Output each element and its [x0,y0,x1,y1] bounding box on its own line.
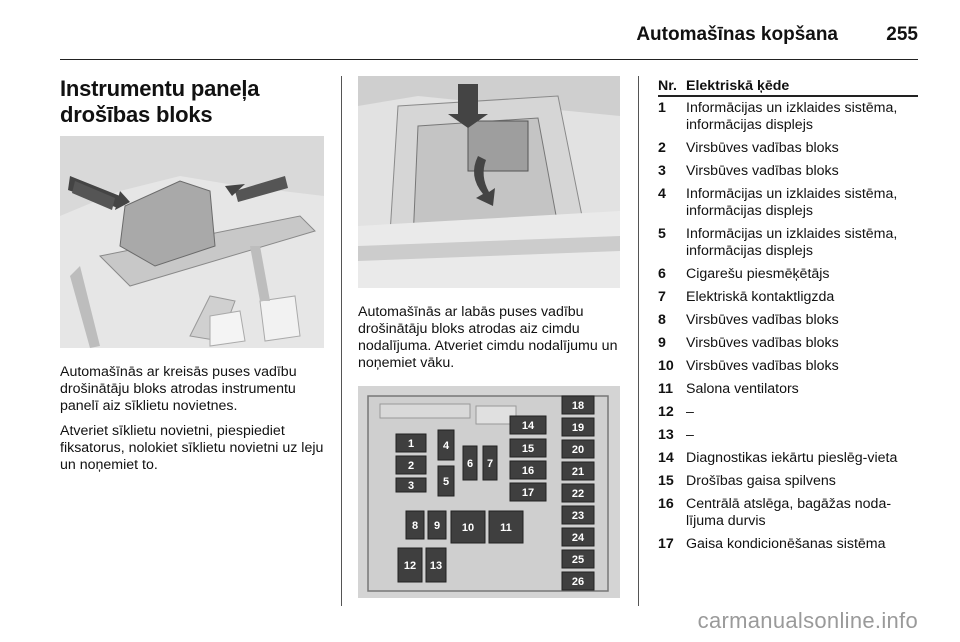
column-left [60,76,324,596]
table-row [658,493,918,533]
fuse-label: 23 [571,510,585,522]
column-divider [341,76,342,606]
fuse-label: 12 [403,560,417,572]
column-middle [358,76,620,606]
fuse-number: 8 [658,312,666,328]
table-row [658,309,918,332]
fuse-number: 11 [658,381,673,397]
fuse-label: 16 [521,465,535,477]
fuse-label: 13 [429,560,443,572]
fuse-number: 1 [658,100,666,116]
circuit-description: Virsbūves vadības bloks [686,358,839,374]
fuse-label: 19 [571,422,585,434]
fuse-number: 3 [658,163,666,179]
fuse-label: 8 [411,520,419,532]
fuse-label: 3 [407,480,415,492]
table-row [658,223,918,263]
glovebox-illustration-rhd [358,76,620,288]
fuse-number: 2 [658,140,666,156]
header-circuit: Elektriskā ķēde [686,76,918,96]
page-header [60,16,918,60]
paragraph: Automašīnās ar labās puses vadību drošinātāju bloks atrodas aiz cimdu nodalījuma. Atveriet cimdu nodalījumu un noņemiet vāku. [358,304,618,371]
glovebox-illustration-lhd [60,136,324,348]
fuse-label: 2 [407,460,415,472]
fuse-number: 7 [658,289,666,305]
circuit-description: Drošības gaisa spilvens [686,473,836,489]
circuit-description: Elektriskā kontaktligzda [686,289,835,305]
fuse-label: 1 [407,438,415,450]
fuse-label: 9 [433,520,441,532]
table-row [658,447,918,470]
circuit-description: Virsbūves vadības bloks [686,335,839,351]
page-heading [60,76,324,128]
circuit-description: Virsbūves vadības bloks [686,140,839,156]
circuit-description: – [686,404,694,420]
table-row [658,96,918,137]
heading-line-1: Instrumentu paneļa [60,76,260,101]
fuse-label: 15 [521,443,535,455]
paragraph: Atveriet sīklietu novietni, piespiediet fiksatorus, nolokiet sīklietu novietni uz leju un noņemiet to. [60,423,324,473]
table-row [658,263,918,286]
fuse-label: 7 [486,458,494,470]
table-row [658,533,918,556]
circuit-description: Informācijas un izklaides sistēma, informācijas displejs [686,186,898,219]
circuit-description: Gaisa kondicionēšanas sistēma [686,536,886,552]
circuit-description: Informācijas un izklaides sistēma, informācijas displejs [686,100,898,133]
fuse-number: 10 [658,358,674,374]
table-row [658,332,918,355]
circuit-description: Virsbūves vadības bloks [686,163,839,179]
circuit-description: – [686,427,694,443]
table-row [658,137,918,160]
table-row [658,424,918,447]
fuse-number: 9 [658,335,666,351]
paragraph: Automašīnās ar kreisās puses vadību drošinātāju bloks atrodas instrumentu panelī aiz sīklietu novietnes. [60,364,297,414]
circuit-description: Salona ventilators [686,381,799,397]
watermark: carmanualsonline.info [697,608,918,633]
heading-line-2: drošības bloks [60,102,213,127]
fuse-label: 10 [461,522,475,534]
column-right [658,76,918,556]
table-row [658,378,918,401]
fuse-label: 4 [442,440,450,452]
fuse-number: 13 [658,427,674,443]
table-row [658,355,918,378]
fuse-number: 14 [658,450,674,466]
table-row [658,183,918,223]
fuse-label: 11 [500,522,512,534]
page-number: 255 [886,24,918,45]
fuse-label: 22 [571,488,585,500]
fuse-number: 4 [658,186,666,202]
circuit-description: Virsbūves vadības bloks [686,312,839,328]
circuit-description: Cigarešu piesmēķētājs [686,266,830,282]
fuse-number: 17 [658,536,674,552]
fuse-label: 5 [442,476,450,488]
fuse-label: 25 [571,554,585,566]
circuit-description: Diagnostikas iekārtu pieslēg-vieta [686,450,898,466]
section-title: Automašīnas kopšana [636,24,838,45]
header-nr: Nr. [658,76,686,96]
fuse-label: 18 [571,400,585,412]
fuse-table [658,76,918,556]
fuse-number: 5 [658,226,666,242]
fuse-number: 16 [658,496,674,512]
fuse-number: 15 [658,473,674,489]
fuse-label: 26 [571,576,585,588]
table-row [658,401,918,424]
fuse-label: 6 [466,458,474,470]
fuse-number: 12 [658,404,674,420]
table-row [658,160,918,183]
fuse-label: 17 [521,487,535,499]
fuse-label: 14 [521,420,535,432]
fuse-label: 24 [571,532,585,544]
fuse-number: 6 [658,266,666,282]
table-row [658,470,918,493]
fuse-box-diagram [358,386,620,598]
table-row [658,286,918,309]
fuse-label: 21 [571,466,585,478]
circuit-description: Informācijas un izklaides sistēma, informācijas displejs [686,226,898,259]
circuit-description: Centrālā atslēga, bagāžas noda-lījuma durvis [686,496,892,529]
column-divider [638,76,639,606]
fuse-label: 20 [571,444,585,456]
